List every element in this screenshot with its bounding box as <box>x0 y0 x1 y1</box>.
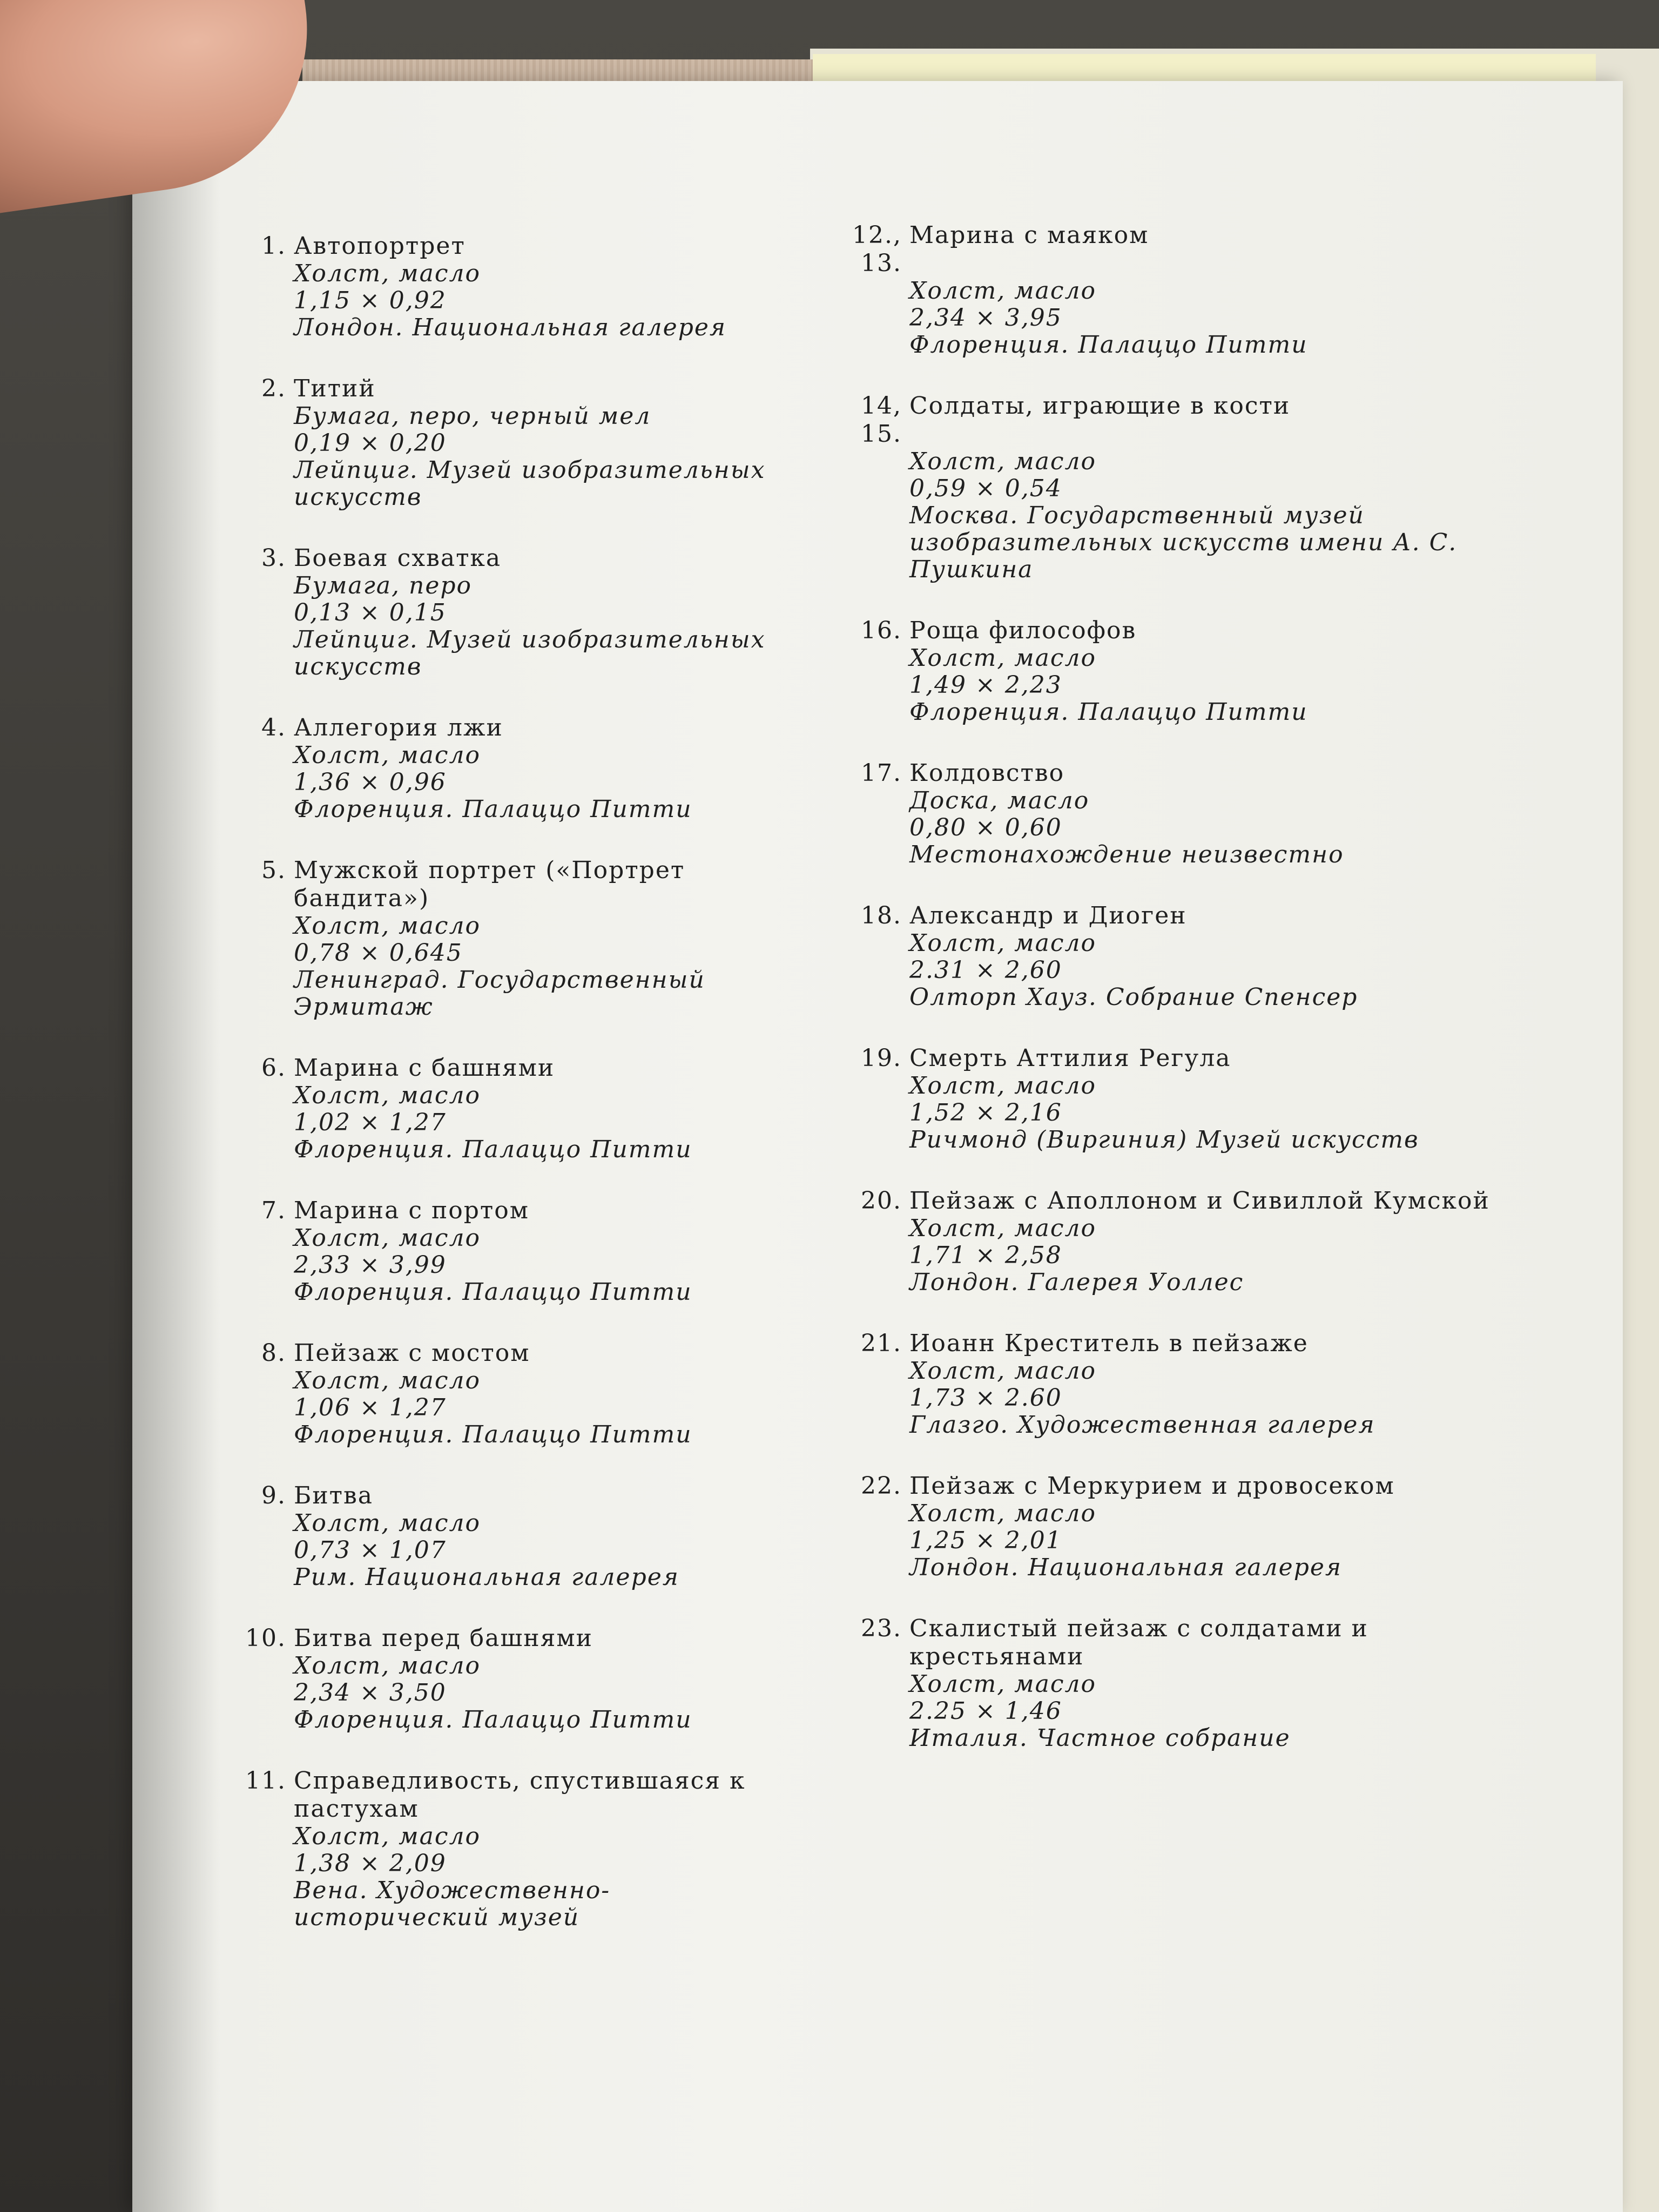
catalog-entry <box>238 1624 799 1734</box>
entry-number: 7. <box>261 1197 286 1224</box>
entry-size: 0,78 × 0,645 <box>294 939 463 967</box>
entry-size: 1,36 × 0,96 <box>294 768 447 796</box>
entry-title-line <box>238 1054 799 1082</box>
entry-title-line <box>238 1482 799 1510</box>
catalog-entry <box>238 1767 799 1931</box>
entry-medium: Холст, масло <box>294 1652 481 1680</box>
entry-details <box>238 1225 799 1306</box>
entry-title: Справедливость, спустившаяся к пастухам <box>294 1767 746 1823</box>
entry-size: 2,34 × 3,95 <box>909 304 1062 332</box>
entry-size: 1,73 × 2.60 <box>909 1384 1062 1412</box>
entry-number: 10. <box>245 1624 286 1652</box>
entry-details <box>238 1823 799 1931</box>
entry-size: 1,52 × 2,16 <box>909 1099 1062 1127</box>
catalog-entry <box>238 544 799 680</box>
entry-title-line <box>834 221 1515 278</box>
entry-location: Лондон. Национальная галерея <box>294 314 727 341</box>
entry-location: Глазго. Художественная галерея <box>909 1411 1375 1439</box>
entry-title-line <box>834 902 1515 930</box>
entry-number: 22. <box>861 1472 902 1500</box>
entry-location: Лейпциг. Музей изобразительных искусств <box>294 456 766 511</box>
entry-number: 4. <box>261 714 286 741</box>
entry-medium: Бумага, перо, черный мел <box>294 402 651 430</box>
entry-title-line <box>238 1624 799 1653</box>
entry-number: 17. <box>861 759 902 787</box>
entry-title: Автопортрет <box>294 232 466 260</box>
entry-medium: Холст, масло <box>909 277 1097 305</box>
entry-number: 23. <box>861 1615 902 1642</box>
entry-title-line <box>834 1330 1515 1358</box>
entry-title: Марина с маяком <box>909 221 1149 249</box>
entry-medium: Холст, масло <box>294 1509 481 1537</box>
entry-location: Вена. Художественно-исторический музей <box>294 1877 611 1931</box>
entry-title-line <box>834 759 1515 787</box>
entry-location: Флоренция. Палаццо Питти <box>294 1278 692 1306</box>
entry-details <box>238 742 799 823</box>
entry-title: Битва <box>294 1482 374 1509</box>
entry-title: Александр и Диоген <box>909 902 1187 929</box>
entry-location: Лейпциг. Музей изобразительных искусств <box>294 626 766 680</box>
entry-number: 1. <box>261 232 286 260</box>
entry-size: 2,33 × 3,99 <box>294 1251 447 1279</box>
entry-location: Лондон. Галерея Уоллес <box>909 1269 1244 1296</box>
entry-title-line <box>238 1339 799 1367</box>
entry-medium: Холст, масло <box>294 1082 481 1109</box>
entry-location: Рим. Национальная галерея <box>294 1563 679 1591</box>
entry-medium: Холст, масло <box>294 1823 481 1850</box>
entry-location: Ленинград. Государственный Эрмитаж <box>294 966 705 1021</box>
entry-size: 1,15 × 0,92 <box>294 287 447 314</box>
entry-size: 1,06 × 1,27 <box>294 1394 447 1421</box>
entry-title-line <box>238 232 799 260</box>
catalog-entry <box>834 617 1515 726</box>
entry-number: 3. <box>261 544 286 572</box>
entry-location: Флоренция. Палаццо Питти <box>294 795 692 823</box>
entry-number: 9. <box>261 1482 286 1509</box>
entry-medium: Доска, масло <box>909 787 1090 814</box>
entry-title: Мужской портрет («Портрет бандита») <box>294 857 685 912</box>
catalog-entry <box>834 1472 1515 1581</box>
entry-location: Местонахождение неизвестно <box>909 841 1344 868</box>
entry-title-line <box>834 617 1515 645</box>
catalog-entry <box>834 902 1515 1011</box>
catalog-entry <box>238 375 799 511</box>
entry-title: Пейзаж с Меркурием и дровосеком <box>909 1472 1395 1500</box>
entry-title: Иоанн Креститель в пейзаже <box>909 1330 1309 1357</box>
entry-details <box>238 913 799 1021</box>
entry-details <box>238 1082 799 1163</box>
catalog-entry <box>834 759 1515 868</box>
entry-number: 8. <box>261 1339 286 1367</box>
entry-details <box>238 1510 799 1591</box>
entry-medium: Холст, масло <box>909 448 1097 475</box>
entry-number: 20. <box>861 1187 902 1215</box>
entry-medium: Холст, масло <box>909 1357 1097 1385</box>
entry-details <box>834 1671 1515 1752</box>
entry-medium: Холст, масло <box>294 741 481 769</box>
entry-title: Колдовство <box>909 759 1065 787</box>
entry-medium: Холст, масло <box>909 1072 1097 1100</box>
entry-number: 21. <box>861 1330 902 1357</box>
entry-title-line <box>834 1472 1515 1500</box>
entry-title-line <box>238 1767 799 1823</box>
entry-medium: Бумага, перо <box>294 572 473 599</box>
entry-number: 19. <box>861 1044 902 1072</box>
entry-title: Боевая схватка <box>294 544 502 572</box>
catalog-entry <box>238 1482 799 1591</box>
entry-title: Титий <box>294 375 376 402</box>
entry-size: 1,71 × 2,58 <box>909 1242 1062 1269</box>
entry-number: 2. <box>261 375 286 402</box>
entry-size: 0,80 × 0,60 <box>909 814 1062 841</box>
entry-size: 0,73 × 1,07 <box>294 1536 447 1564</box>
catalog-entry <box>238 1339 799 1448</box>
entry-title-line <box>238 1197 799 1225</box>
entry-title: Аллегория лжи <box>294 714 503 741</box>
entry-details <box>834 787 1515 868</box>
catalog-entry <box>238 232 799 341</box>
entry-number: 6. <box>261 1054 286 1082</box>
entry-title: Пейзаж с Аполлоном и Сивиллой Кумской <box>909 1187 1490 1215</box>
catalog-entry <box>238 714 799 823</box>
entry-medium: Холст, масло <box>909 929 1097 957</box>
entry-details <box>834 1358 1515 1439</box>
entry-size: 1,49 × 2,23 <box>909 671 1062 699</box>
entry-details <box>834 448 1515 583</box>
entry-location: Флоренция. Палаццо Питти <box>294 1421 692 1448</box>
entry-title-line <box>238 375 799 403</box>
entry-number: 16. <box>861 617 902 644</box>
entry-title-line <box>834 1044 1515 1073</box>
entry-details <box>834 930 1515 1011</box>
entry-details <box>834 278 1515 359</box>
entry-size: 1,02 × 1,27 <box>294 1109 447 1136</box>
entry-title-line <box>834 392 1515 448</box>
entry-number: 18. <box>861 902 902 929</box>
entry-medium: Холст, масло <box>294 1224 481 1252</box>
entry-title-line <box>238 714 799 742</box>
catalog-entry <box>834 392 1515 583</box>
entry-number: 5. <box>261 857 286 884</box>
entry-location: Ричмонд (Виргиния) Музей искусств <box>909 1126 1419 1154</box>
entry-size: 0,59 × 0,54 <box>909 475 1062 502</box>
catalog-entry <box>238 1197 799 1306</box>
entry-location: Флоренция. Палаццо Питти <box>909 698 1308 726</box>
page-gutter-shadow <box>132 81 219 2212</box>
entry-medium: Холст, масло <box>909 1670 1097 1698</box>
entry-size: 1,38 × 2,09 <box>294 1850 447 1877</box>
entry-size: 0,13 × 0,15 <box>294 599 447 626</box>
entry-size: 2.31 × 2,60 <box>909 956 1062 984</box>
entry-details <box>834 645 1515 726</box>
entry-size: 0,19 × 0,20 <box>294 429 447 457</box>
entry-medium: Холст, масло <box>909 644 1097 672</box>
entry-title: Марина с башнями <box>294 1054 555 1082</box>
entry-title: Пейзаж с мостом <box>294 1339 530 1367</box>
entry-number: 11. <box>245 1767 286 1795</box>
entry-title: Солдаты, играющие в кости <box>909 392 1291 420</box>
left-column <box>238 232 799 1965</box>
entry-location: Флоренция. Палаццо Питти <box>909 331 1308 359</box>
right-column <box>834 221 1515 1785</box>
entry-details <box>238 403 799 511</box>
entry-location: Флоренция. Палаццо Питти <box>294 1136 692 1163</box>
entry-size: 2.25 × 1,46 <box>909 1697 1062 1725</box>
entry-details <box>834 1215 1515 1296</box>
entry-location: Лондон. Национальная галерея <box>909 1554 1343 1581</box>
entry-title-line <box>834 1187 1515 1215</box>
catalog-entry <box>834 1615 1515 1752</box>
entry-title: Роща философов <box>909 617 1137 644</box>
catalog-entry <box>834 221 1515 359</box>
entry-details <box>238 1367 799 1448</box>
entry-title: Битва перед башнями <box>294 1624 593 1652</box>
entry-location: Флоренция. Палаццо Питти <box>294 1706 692 1734</box>
entry-medium: Холст, масло <box>909 1500 1097 1527</box>
entry-title: Смерть Аттилия Регула <box>909 1044 1231 1072</box>
entry-number: 14, 15. <box>861 392 902 448</box>
entry-title-line <box>238 544 799 572</box>
catalog-entry <box>834 1187 1515 1296</box>
entry-details <box>238 260 799 341</box>
entry-size: 2,34 × 3,50 <box>294 1679 447 1707</box>
entry-medium: Холст, масло <box>909 1215 1097 1242</box>
entry-details <box>238 572 799 680</box>
catalog-entry <box>238 1054 799 1163</box>
entry-title-line <box>834 1615 1515 1671</box>
entry-medium: Холст, масло <box>294 1367 481 1394</box>
entry-medium: Холст, масло <box>294 260 481 287</box>
catalog-entry <box>834 1044 1515 1154</box>
entry-title: Марина с портом <box>294 1197 529 1224</box>
entry-number: 12., 13. <box>852 221 902 277</box>
entry-location: Москва. Государственный музей изобразительных искусств имени А. С. Пушкина <box>909 502 1458 583</box>
entry-size: 1,25 × 2,01 <box>909 1527 1062 1554</box>
entry-details <box>834 1073 1515 1154</box>
entry-details <box>238 1653 799 1734</box>
entry-location: Олторп Хауз. Собрание Спенсер <box>909 983 1358 1011</box>
entry-location: Италия. Частное собрание <box>909 1724 1291 1752</box>
entry-title: Скалистый пейзаж с солдатами и крестьянами <box>909 1615 1368 1670</box>
entry-details <box>834 1500 1515 1581</box>
catalog-entry <box>834 1330 1515 1439</box>
catalog-entry <box>238 857 799 1021</box>
entry-medium: Холст, масло <box>294 912 481 940</box>
entry-title-line <box>238 857 799 913</box>
